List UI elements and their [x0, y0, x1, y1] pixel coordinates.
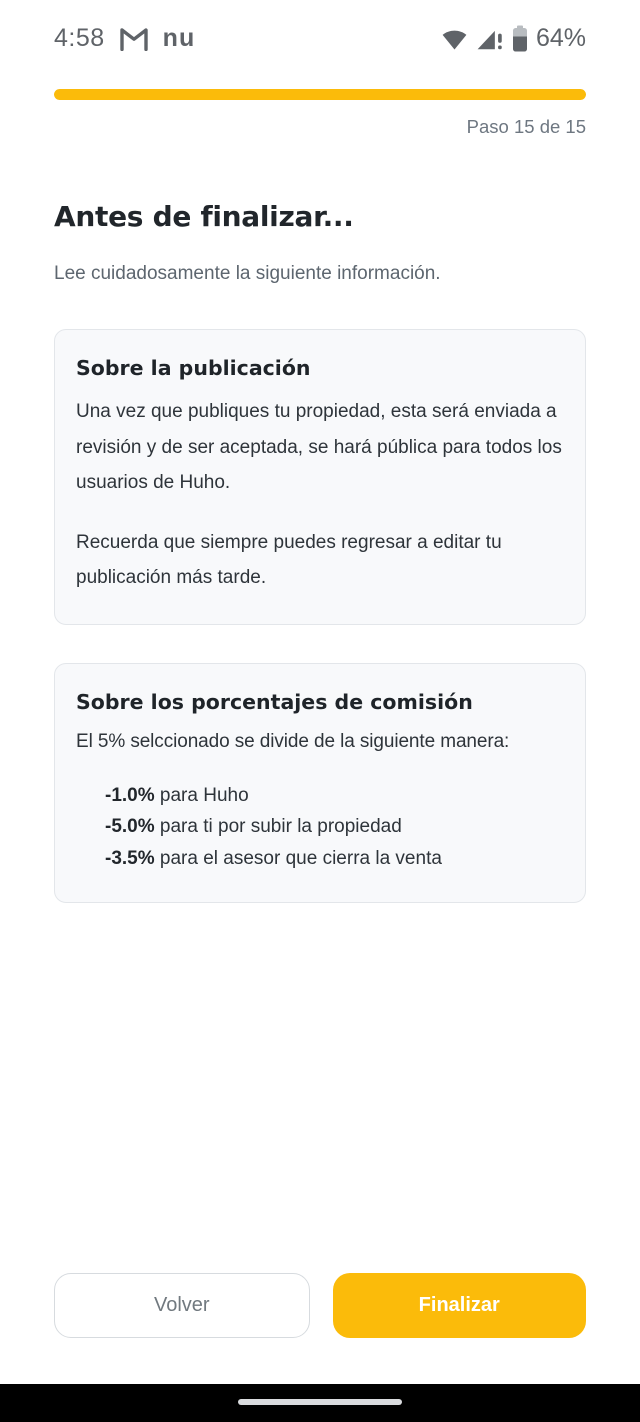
page-title: Antes de finalizar... — [54, 200, 354, 233]
footer-actions — [54, 1273, 586, 1338]
cell-signal-alert-icon — [476, 28, 504, 50]
gesture-nav-bar — [0, 1384, 640, 1422]
commission-value: -3.5% — [105, 847, 155, 869]
page-subtitle: Lee cuidadosamente la siguiente información. — [54, 263, 441, 284]
commission-text: para el asesor que cierra la venta — [154, 847, 442, 869]
card-commission — [54, 663, 586, 904]
progress-fill — [54, 89, 586, 100]
card-publication-title: Sobre la publicación — [76, 356, 311, 380]
finish-button[interactable]: Finalizar — [333, 1273, 587, 1338]
home-indicator-pill[interactable] — [238, 1399, 402, 1405]
back-button[interactable]: Volver — [54, 1273, 310, 1338]
commission-text: para Huho — [154, 785, 249, 807]
nubank-notification-icon: nu — [162, 24, 196, 52]
step-indicator: Paso 15 de 15 — [466, 116, 586, 137]
commission-list — [76, 780, 564, 874]
gmail-notification-icon — [119, 27, 149, 51]
progress-bar — [54, 89, 586, 100]
status-bar-right — [441, 24, 586, 53]
clock: 4:58 — [54, 24, 105, 52]
commission-item — [105, 811, 564, 842]
battery-percent: 64% — [535, 24, 586, 52]
battery-icon — [512, 25, 528, 52]
commission-text: para ti por subir la propiedad — [154, 816, 402, 838]
status-bar-left — [54, 24, 195, 53]
card-publication-paragraph: Recuerda que siempre puedes regresar a editar tu publicación más tarde. — [76, 531, 502, 589]
status-bar — [0, 0, 640, 53]
commission-value: -5.0% — [105, 816, 155, 838]
card-publication-paragraph: Una vez que publiques tu propiedad, esta será enviada a revisión y de ser aceptada, se hará pública para todos los usuarios de Huho. — [76, 401, 562, 494]
card-commission-intro: El 5% selccionado se divide de la siguiente manera: — [76, 730, 510, 752]
card-publication — [54, 329, 586, 625]
card-commission-title: Sobre los porcentajes de comisión — [76, 689, 473, 714]
commission-item — [105, 780, 564, 811]
wifi-icon — [441, 28, 468, 50]
commission-value: -1.0% — [105, 785, 155, 807]
commission-item — [105, 843, 564, 874]
